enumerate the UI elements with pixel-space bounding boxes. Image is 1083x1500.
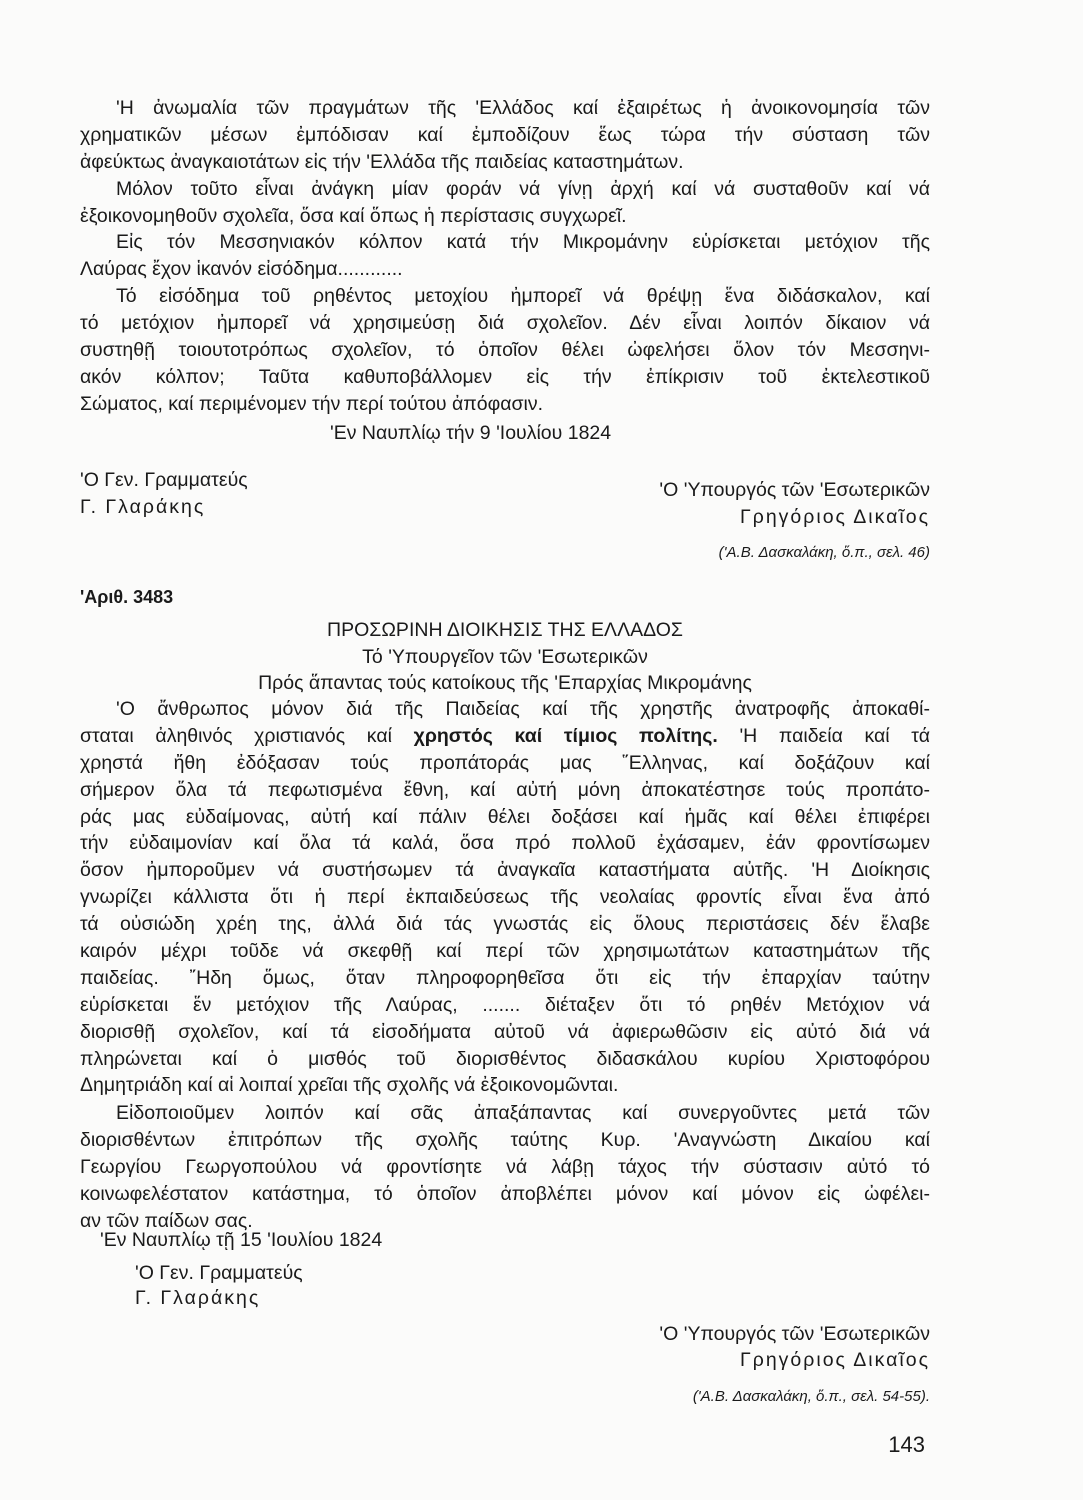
letter2-notice — [80, 1100, 930, 1234]
text-segment: 'Η παιδεία καί τά — [717, 724, 931, 747]
text-line: Μόλον τοῦτο εἶναι ἀνάγκη μίαν φοράν νά γίνῃ ἀρχή καί νά συσταθοῦν καί νά — [116, 177, 930, 200]
letter1-minister-name: Γρηγόριος Δικαῖος — [740, 506, 930, 528]
letter1-minister-title: 'Ο 'Υπουργός τῶν 'Εσωτερικῶν — [659, 479, 930, 501]
text-line: συστηθῇ τοιουτοτρόπως σχολεῖον, τό ὁποῖον θέλει ὠφελήσει ὅλον τόν Μεσσηνι- — [80, 339, 930, 362]
text-line: Λαύρας ἔχον ἱκανόν εἰσόδημα............ — [80, 258, 403, 281]
text-line: παιδείας. ῎Ηδη ὅμως, ὅταν πληροφορηθεῖσα ὅτι εἰς τήν ἐπαρχίαν ταύτην — [80, 966, 930, 989]
text-line: ἀφεύκτως ἀναγκαιοτάτων εἰς τήν 'Ελλάδα τῆς παιδείας καταστημάτων. — [80, 150, 684, 173]
text-line: τά οὐσιώδη χρέη της, ἀλλά διά τάς γνωστάς εἰς ὅλους περιστάσεις δέν ἔλαβε — [80, 913, 930, 936]
letter2-minister-name: Γρηγόριος Δικαῖος — [740, 1349, 930, 1371]
text-line: ακόν κόλπον; Ταῦτα καθυποβάλλομεν εἰς τήν ἐπίκρισιν τοῦ ἐκτελεστικοῦ — [80, 365, 930, 388]
page-number: 143 — [888, 1432, 925, 1457]
letter1-secretary-title: 'Ο Γεν. Γραμματεύς — [80, 469, 248, 491]
text-line: χρηστά ἤθη ἐδόξασαν τούς προπάτοράς μας ῞Ελληνας, καί δοξάζουν καί — [80, 751, 930, 774]
letter2-citation: ('Α.Β. Δασκαλάκη, ὅ.π., σελ. 54-55). — [692, 1388, 930, 1405]
letter2-secretary-name: Γ. Γλαράκης — [135, 1287, 261, 1309]
text-line: χρηματικῶν μέσων ἐμπόδισαν καί ἐμποδίζουν ἕως τώρα τήν σύσταση τῶν — [80, 123, 930, 146]
letter1-citation: ('Α.Β. Δασκαλάκη, ὅ.π., σελ. 46) — [718, 544, 930, 561]
text-line: διορισθῇ σχολεῖον, καί τά εἰσοδήματα αὐτοῦ νά ἀφιερωθῶσιν εἰς αὐτό διά νά — [80, 1020, 930, 1043]
text-line: Τό εἰσόδημα τοῦ ρηθέντος μετοχίου ἠμπορεῖ νά θρέψῃ ἕνα διδάσκαλον, καί — [116, 285, 930, 308]
letter2-secretary-title: 'Ο Γεν. Γραμματεύς — [135, 1262, 303, 1284]
text-line: ἐξοικονομηθοῦν σχολεῖα, ὅσα καί ὅπως ἡ περίστασις συγχωρεῖ. — [80, 204, 627, 227]
text-line: γνωρίζει κάλλιστα ὅτι ἡ περί ἐκπαιδεύσεως τῆς νεολαίας φροντίς εἶναι ἕνα ἀπό — [80, 886, 930, 909]
heading-addressee: Πρός ἅπαντας τούς κατοίκους τῆς 'Επαρχίας Μικρομάνης — [258, 672, 752, 694]
heading-ministry: Τό 'Υπουργεῖον τῶν 'Εσωτερικῶν — [362, 646, 648, 668]
text-line: διορισθέντων ἐπιτρόπων τῆς σχολῆς ταύτης Κυρ. 'Αναγνώστη Δικαίου καί — [80, 1128, 930, 1151]
letter2-minister-title: 'Ο 'Υπουργός τῶν 'Εσωτερικῶν — [659, 1323, 930, 1345]
document-number: 'Αριθ. 3483 — [80, 587, 174, 607]
text-line: πληρώνεται καί ὁ μισθός τοῦ διορισθέντος διδασκάλου κυρίου Χριστοφόρου — [80, 1047, 930, 1070]
text-line: καιρόν μέχρι τοῦδε νά σκεφθῇ καί περί τῶν χρησιμωτάτων καταστημάτων τῆς — [80, 940, 930, 963]
text-line: Γεωργίου Γεωργοπούλου νά φροντίσητε νά λάβῃ τάχος τήν σύστασιν αὐτό τό — [80, 1155, 930, 1178]
letter1-body — [80, 95, 930, 418]
text-line: Σώματος, καί περιμένομεν τήν περί τούτου ἀπόφασιν. — [80, 392, 544, 415]
text-line: 'Ο ἄνθρωπος μόνον διά τῆς Παιδείας καί τῆς χρηστῆς ἀνατροφῆς ἀποκαθί- — [116, 698, 930, 720]
text-line: αν τῶν παίδων σας. — [80, 1209, 253, 1232]
text-line: κοινωφελέστατον κατάστημα, τό ὁποῖον ἀποβλέπει μόνον καί μόνον εἰς ὠφέλει- — [80, 1182, 930, 1205]
letter2-body — [80, 696, 930, 1099]
text-line: ράς μας εὐδαίμονας, αὐτή καί πάλιν θέλει δοξάσει καί ἡμᾶς καί θέλει ἐπιφέρει — [80, 805, 930, 828]
bold-phrase: χρηστός καί τίμιος πολίτης. — [413, 724, 718, 747]
text-line — [80, 723, 930, 750]
text-line: εὑρίσκεται ἕν μετόχιον τῆς Λαύρας, ....... διέταξεν ὅτι τό ρηθέν Μετόχιον νά — [80, 993, 930, 1016]
text-line: σήμερον ὅλα τά πεφωτισμένα ἔθνη, καί αὐτή μόνη ἀποκατέστησε τούς προπάτο- — [80, 778, 930, 801]
text-line: Εἰς τόν Μεσσηνιακόν κόλπον κατά τήν Μικρομάνην εὑρίσκεται μετόχιον τῆς — [116, 231, 930, 254]
text-line: τό μετόχιον ἠμπορεῖ νά χρησιμεύσῃ διά σχολεῖον. Δέν εἶναι λοιπόν δίκαιον νά — [80, 312, 930, 335]
text-line: ὅσον ἠμποροῦμεν νά συστήσωμεν τά ἀναγκαῖα καταστήματα αὐτῆς. 'Η Διοίκησις — [80, 859, 930, 882]
text-line: τήν εὐδαιμονίαν καί ὅλα τά καλά, ὅσα πρό πολλοῦ ἐχάσαμεν, ἐάν φροντίσωμεν — [80, 832, 930, 855]
text-line: Δημητριάδη καί αἱ λοιπαί χρεῖαι τῆς σχολῆς νά ἐξοικονομῶνται. — [80, 1074, 619, 1097]
letter1-date: 'Εν Ναυπλίῳ τήν 9 'Ιουλίου 1824 — [330, 422, 612, 444]
heading-government: ΠΡΟΣΩΡΙΝΗ ΔΙΟΙΚΗΣΙΣ ΤΗΣ ΕΛΛΑΔΟΣ — [327, 619, 683, 641]
text-line: Εἰδοποιοῦμεν λοιπόν καί σᾶς ἀπαξάπαντας καί συνεργοῦντες μετά τῶν — [116, 1102, 930, 1124]
text-segment: σταται ἀληθινός χριστιανός καί — [80, 724, 414, 747]
letter2-date: 'Εν Ναυπλίῳ τῇ 15 'Ιουλίου 1824 — [100, 1229, 383, 1251]
text-line: 'Η ἀνωμαλία τῶν πραγμάτων τῆς 'Ελλάδος καί ἐξαιρέτως ἡ ἀνοικονομησία τῶν — [116, 97, 930, 119]
letter1-secretary-name: Γ. Γλαράκης — [80, 496, 206, 518]
